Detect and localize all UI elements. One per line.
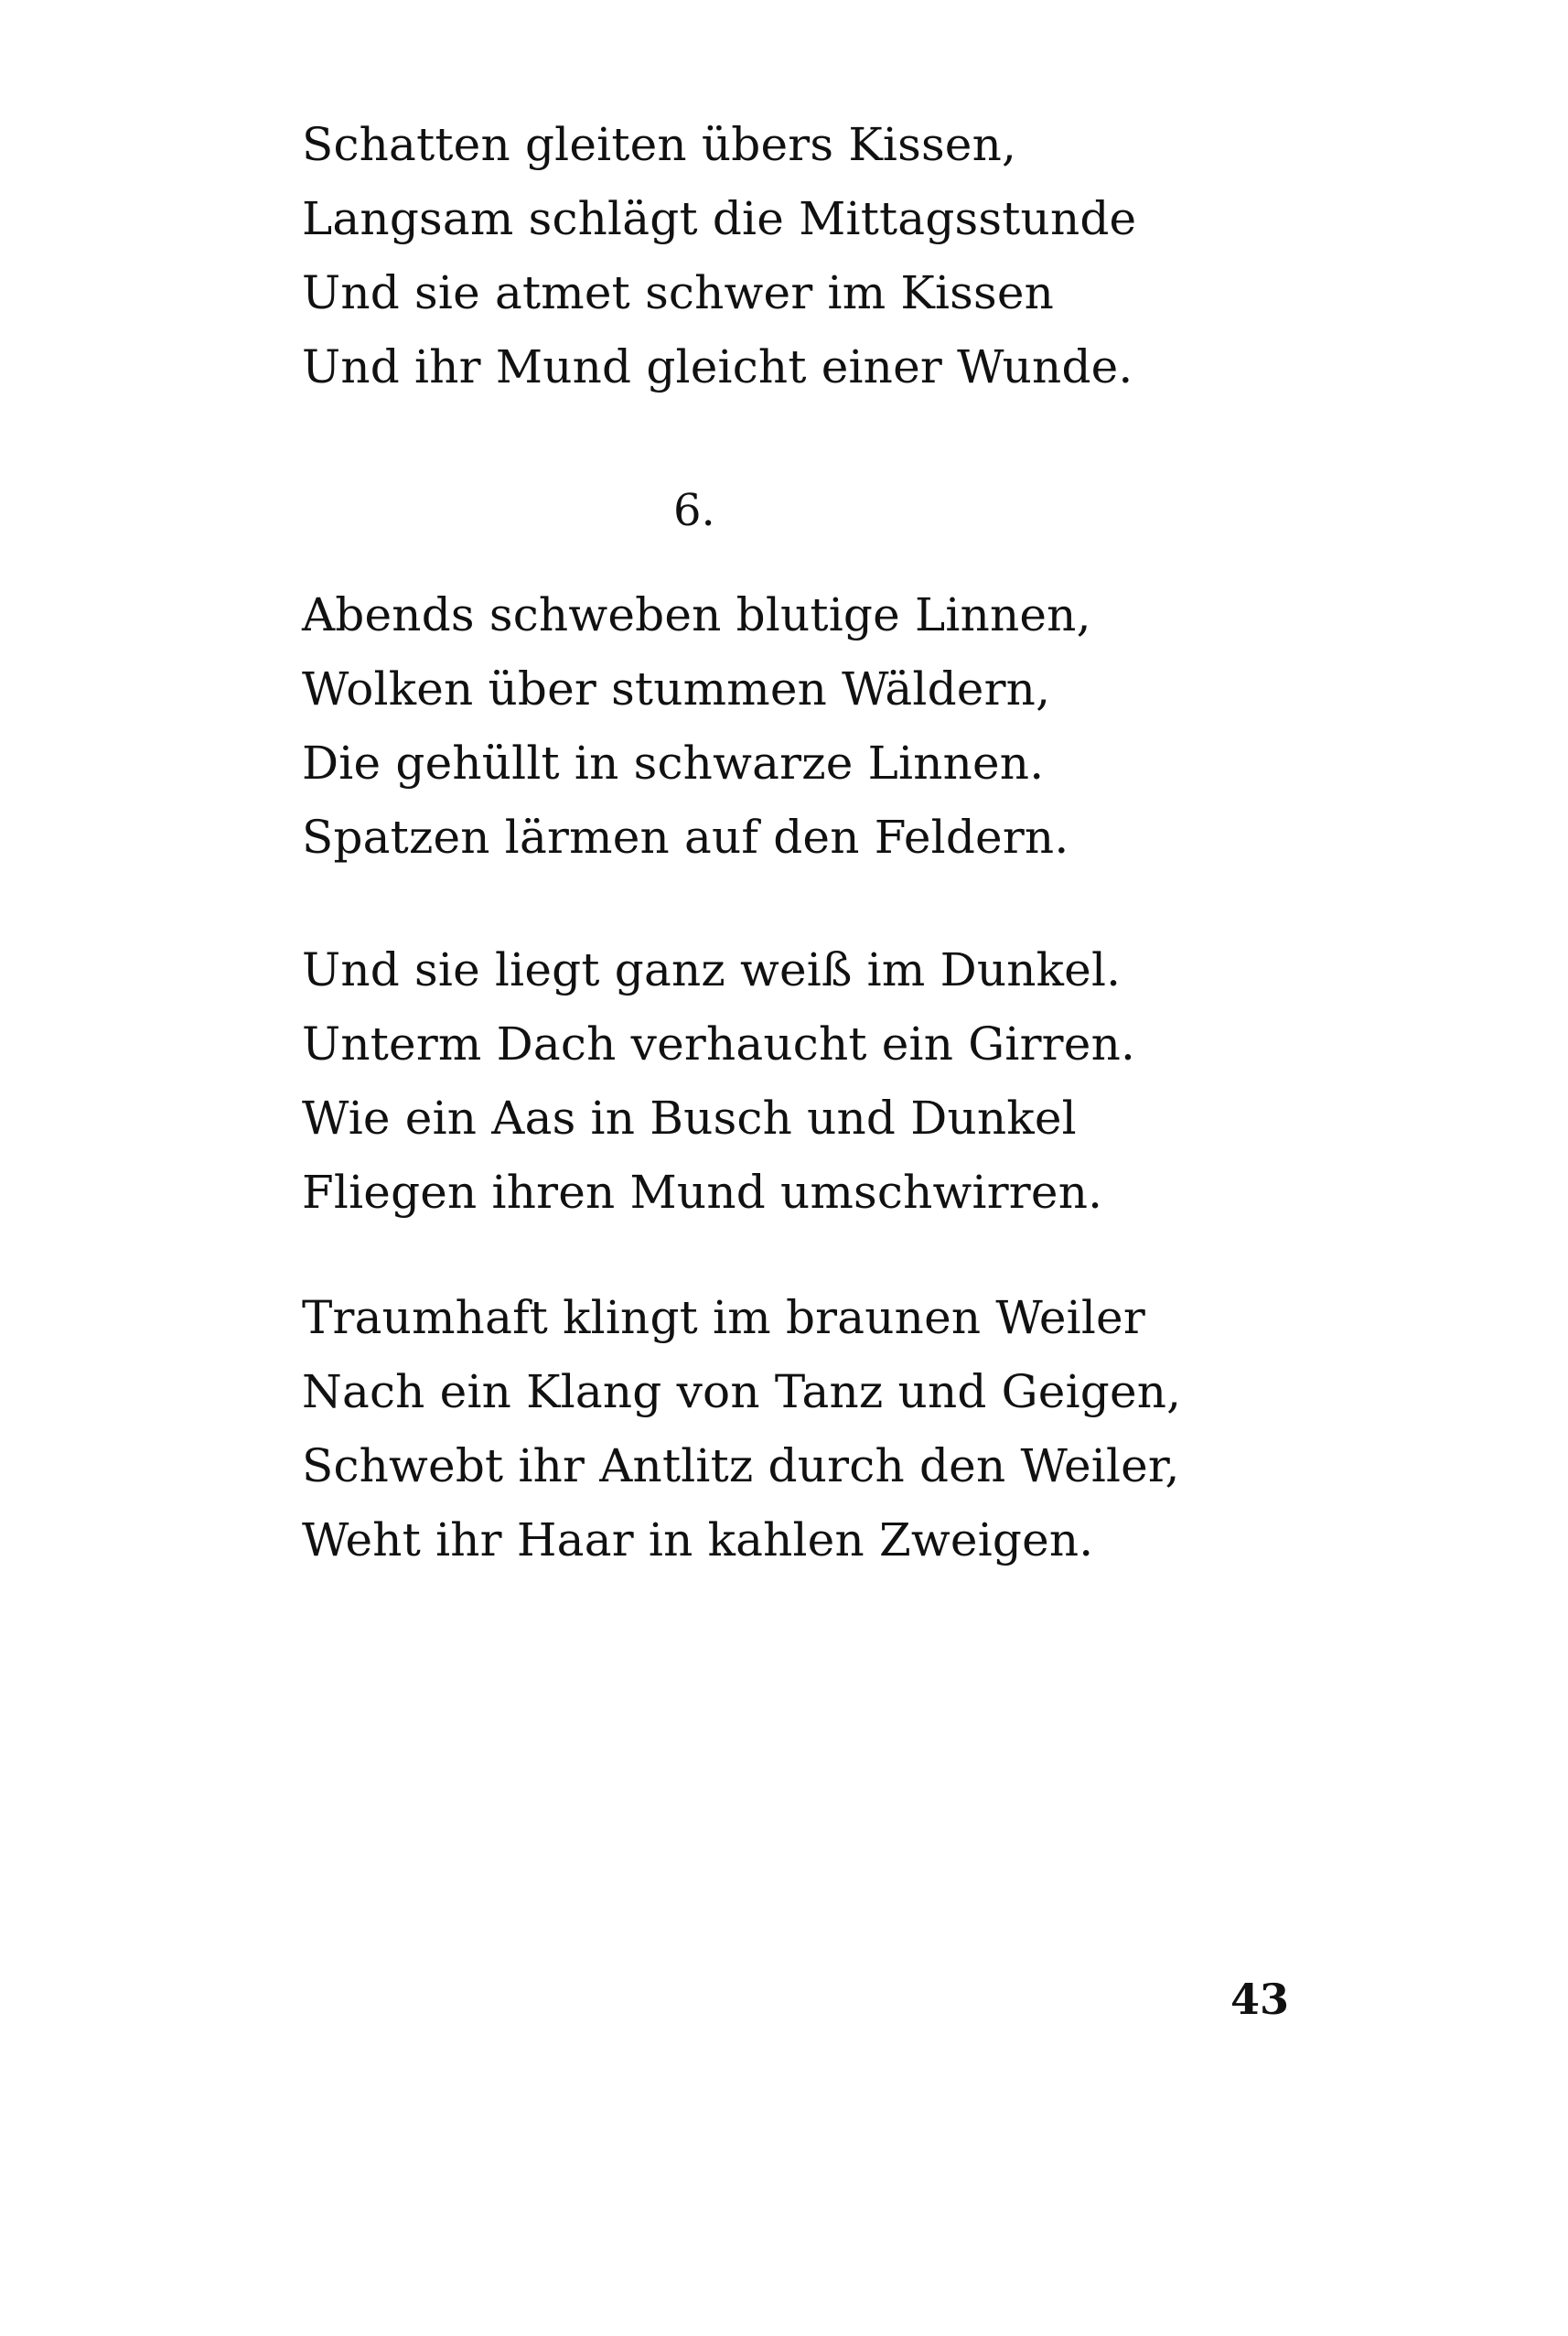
stanza-1: [302, 108, 1136, 404]
poem-line: Weht ihr Haar in kahlen Zweigen.: [302, 1513, 1094, 1566]
poem-line: Und sie liegt ganz weiß im Dunkel.: [302, 943, 1122, 996]
poem-line: Nach ein Klang von Tanz und Geigen,: [302, 1365, 1182, 1418]
poem-line: Langsam schlägt die Mittagsstunde: [302, 192, 1137, 245]
poem-line: Und ihr Mund gleicht einer Wunde.: [302, 340, 1133, 393]
stanza-3: [302, 933, 1135, 1230]
poem-line: Schatten gleiten übers Kissen,: [302, 118, 1017, 171]
page-number: 43: [1230, 1975, 1290, 2024]
poem-line: Wolken über stummen Wäldern,: [302, 662, 1051, 716]
section-number: 6.: [673, 485, 715, 536]
poem-line: Unterm Dach verhaucht ein Girren.: [302, 1017, 1136, 1071]
poem-line: Schwebt ihr Antlitz durch den Weiler,: [302, 1439, 1180, 1492]
poem-line: Wie ein Aas in Busch und Dunkel: [302, 1092, 1077, 1145]
poem-line: Die gehüllt in schwarze Linnen.: [302, 737, 1045, 790]
poem-line: Fliegen ihren Mund umschwirren.: [302, 1166, 1103, 1219]
poem-line: Traumhaft klingt im braunen Weiler: [302, 1291, 1145, 1344]
stanza-2: [302, 578, 1091, 875]
stanza-4: [302, 1281, 1181, 1577]
poem-line: Und sie atmet schwer im Kissen: [302, 266, 1055, 319]
poem-line: Abends schweben blutige Linnen,: [302, 588, 1091, 641]
poem-line: Spatzen lärmen auf den Feldern.: [302, 811, 1069, 864]
